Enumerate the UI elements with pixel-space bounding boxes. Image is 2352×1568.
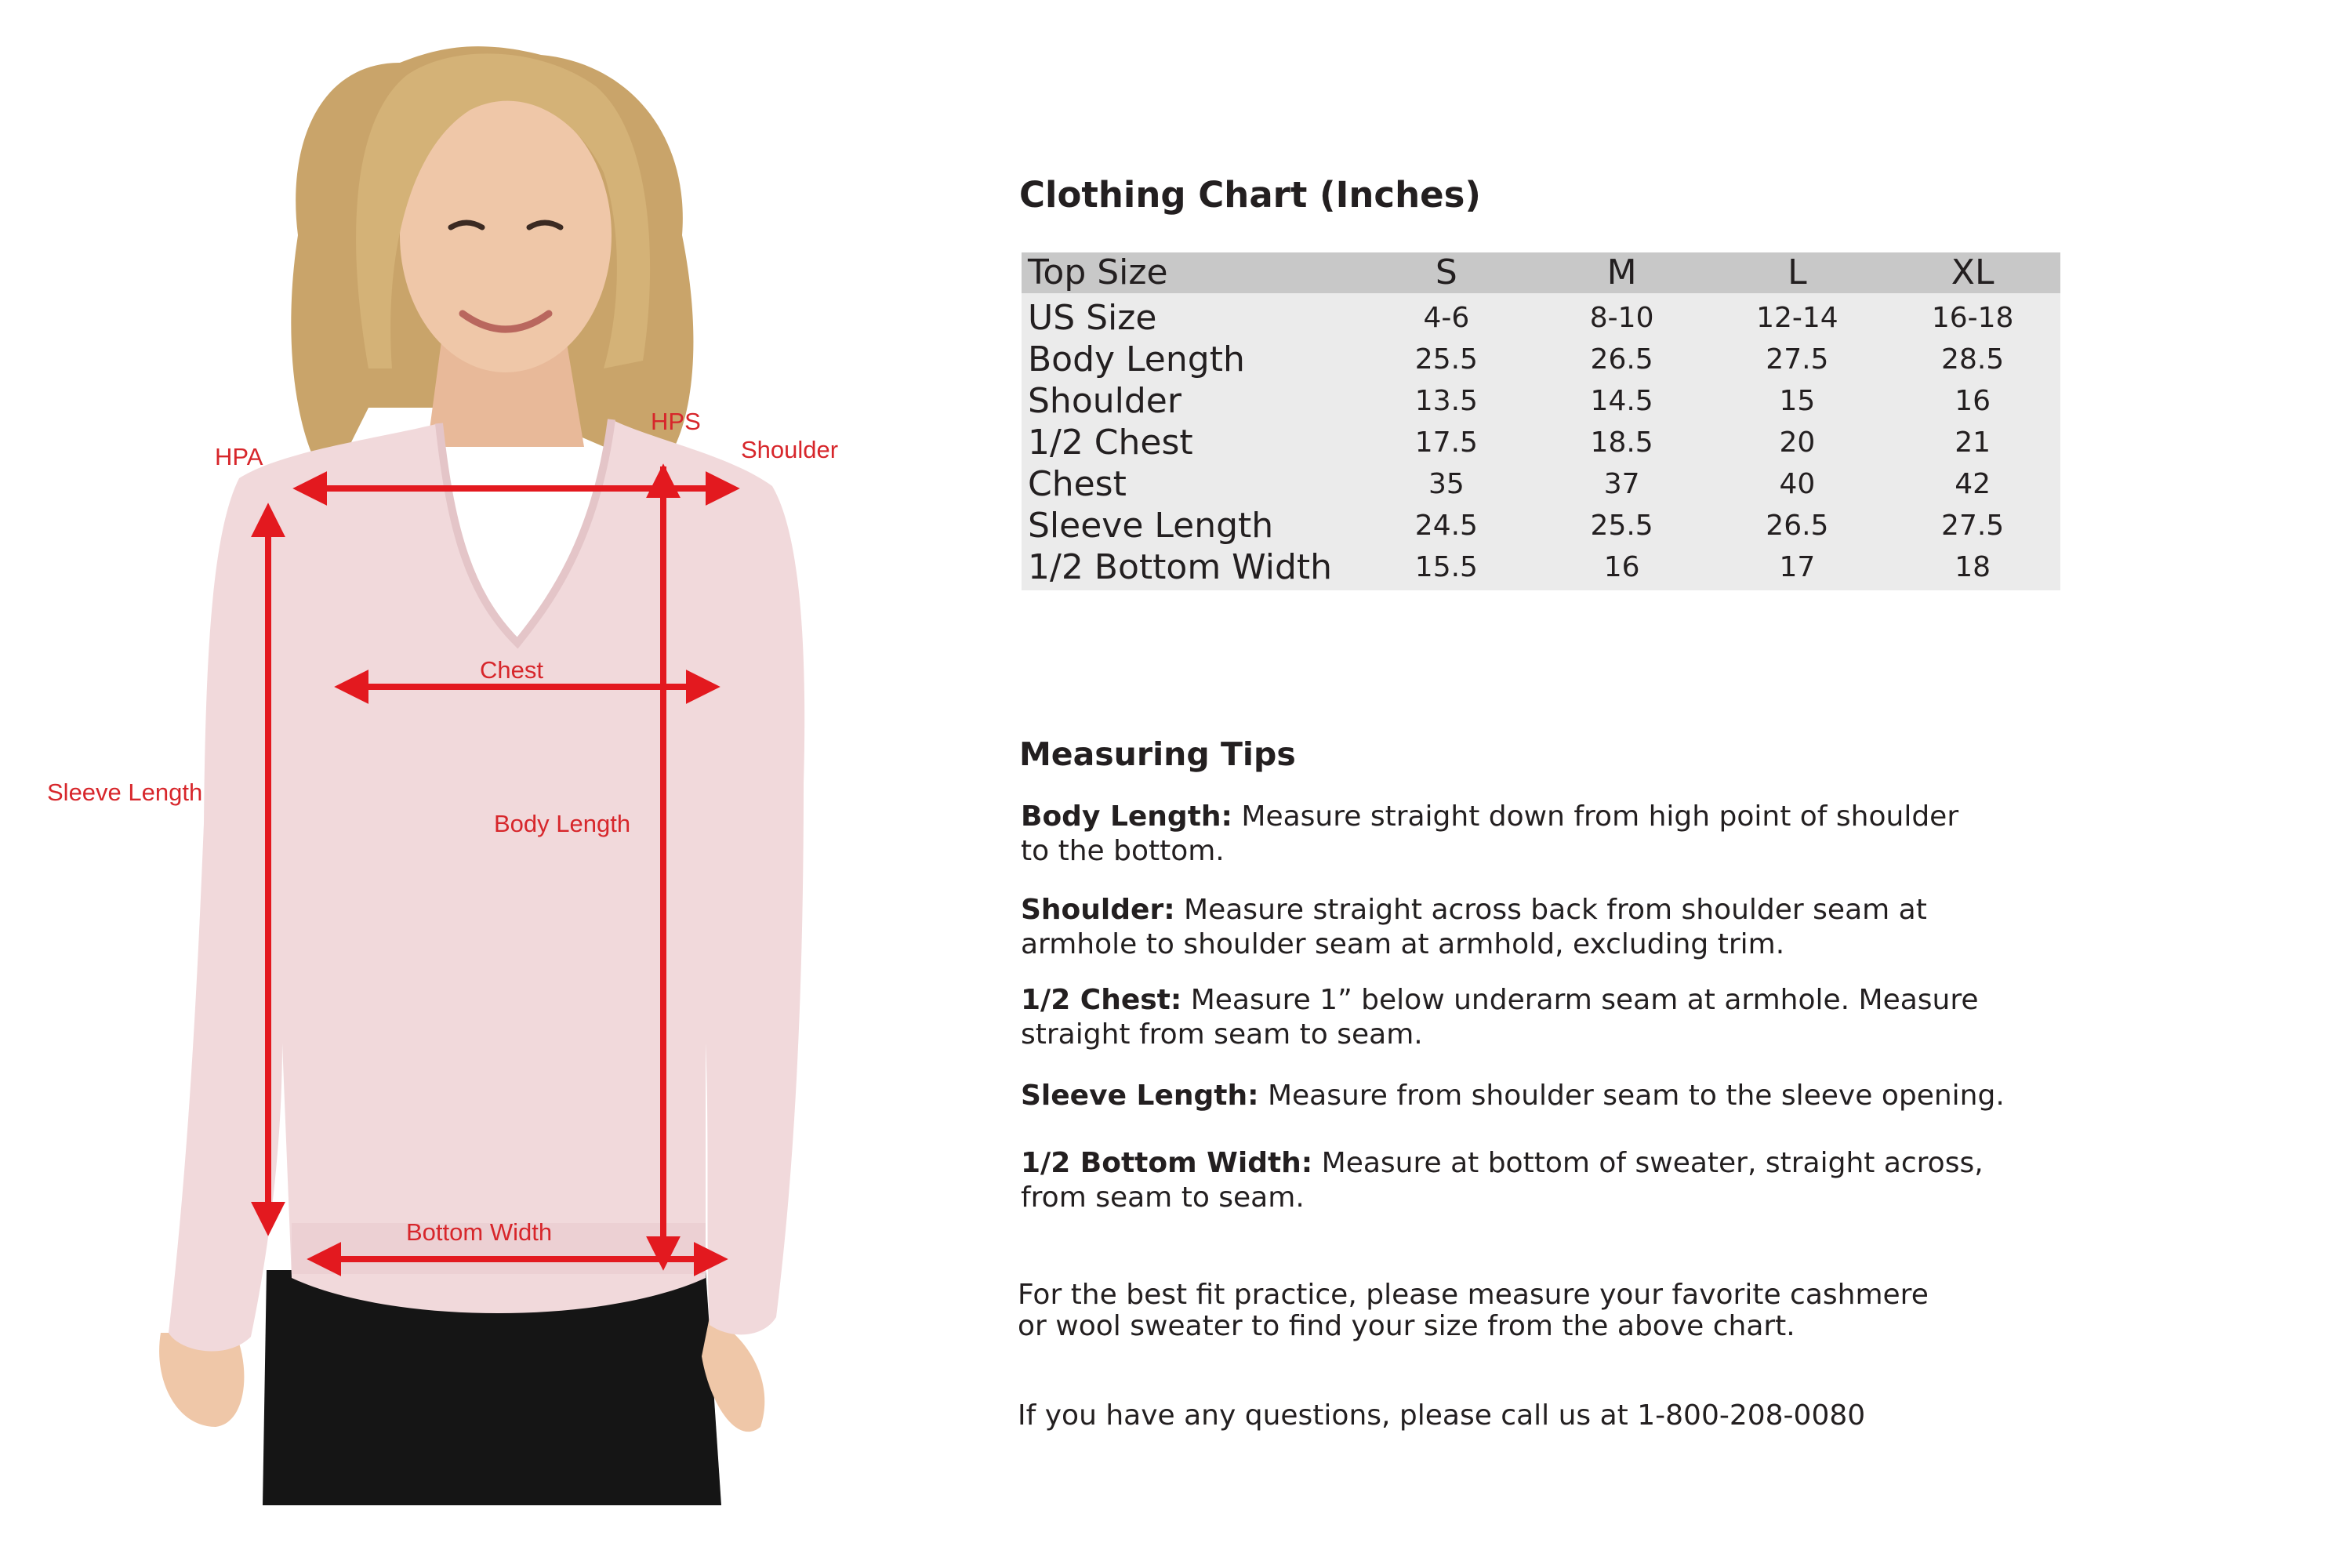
row-label: 1/2 Chest	[1028, 423, 1193, 463]
tip-text: Measure straight across back from shoulder seam at	[1174, 894, 1927, 926]
table-cell: 14.5	[1590, 385, 1653, 417]
table-row	[1022, 422, 2060, 463]
table-cell: 15.5	[1414, 551, 1478, 583]
tip-text-continued: from seam to seam.	[1021, 1181, 1305, 1214]
table-cell: 25.5	[1414, 343, 1478, 376]
table-cell: 13.5	[1414, 385, 1478, 417]
table-cell: 18.5	[1590, 426, 1653, 459]
table-header-row	[1022, 252, 2060, 293]
tip-body-length	[1021, 800, 2063, 869]
table-row	[1022, 339, 2060, 380]
table-row	[1022, 505, 2060, 546]
table-cell: 37	[1603, 468, 1640, 500]
measuring-tips-title: Measuring Tips	[1019, 735, 1296, 773]
table-cell: 35	[1428, 468, 1465, 500]
tip-half-chest	[1021, 983, 2063, 1052]
row-label: Shoulder	[1028, 381, 1181, 421]
table-cell: 26.5	[1766, 510, 1829, 542]
table-cell: 16-18	[1931, 302, 2014, 334]
table-cell: 12-14	[1756, 302, 1838, 334]
header-top-size: Top Size	[1028, 252, 1168, 292]
table-cell: 15	[1779, 385, 1816, 417]
tip-label: Body Length:	[1021, 800, 1232, 833]
sleeve-length-label: Sleeve Length	[47, 779, 203, 806]
row-label: US Size	[1028, 298, 1157, 338]
header-size-xl: XL	[1951, 252, 1994, 292]
table-cell: 16	[1955, 385, 1991, 417]
row-label: Body Length	[1028, 339, 1245, 379]
fit-note	[1018, 1279, 2084, 1342]
fit-note-line: For the best fit practice, please measure your favorite cashmere	[1018, 1279, 1929, 1311]
chest-label: Chest	[480, 656, 543, 684]
tip-label: 1/2 Bottom Width:	[1021, 1147, 1313, 1179]
model-illustration	[159, 46, 804, 1505]
row-label: 1/2 Bottom Width	[1028, 547, 1333, 587]
tip-text: Measure 1” below underarm seam at armhole. Measure	[1181, 984, 1979, 1016]
tip-label: 1/2 Chest:	[1021, 984, 1182, 1016]
sweater	[169, 419, 804, 1352]
row-label: Chest	[1028, 464, 1127, 504]
fit-note-line: or wool sweater to find your size from the above chart.	[1018, 1310, 1795, 1342]
table-cell: 8-10	[1589, 302, 1654, 334]
table-cell: 17.5	[1414, 426, 1478, 459]
row-label: Sleeve Length	[1028, 506, 1274, 546]
hps-label: HPS	[651, 408, 701, 435]
header-size-s: S	[1435, 252, 1457, 292]
tip-text-continued: to the bottom.	[1021, 835, 1225, 867]
table-cell: 27.5	[1766, 343, 1829, 376]
tip-text-continued: straight from seam to seam.	[1021, 1018, 1423, 1051]
table-cell: 21	[1955, 426, 1991, 459]
header-size-l: L	[1788, 252, 1807, 292]
table-row	[1022, 380, 2060, 422]
hpa-label: HPA	[215, 443, 263, 470]
tip-text: Measure from shoulder seam to the sleeve opening.	[1258, 1080, 2005, 1112]
table-row	[1022, 463, 2060, 505]
table-cell: 16	[1603, 551, 1640, 583]
tip-bottom-width	[1021, 1146, 2063, 1215]
size-chart-table	[1022, 252, 2060, 590]
tip-text: Measure at bottom of sweater, straight across,	[1312, 1147, 1984, 1179]
tip-shoulder	[1021, 893, 2063, 962]
body-length-label: Body Length	[494, 810, 631, 837]
tip-label: Sleeve Length:	[1021, 1080, 1259, 1112]
table-cell: 20	[1779, 426, 1816, 459]
table-cell: 27.5	[1941, 510, 2005, 542]
table-cell: 42	[1955, 468, 1991, 500]
table-cell: 26.5	[1590, 343, 1653, 376]
contact-note: If you have any questions, please call us at 1-800-208-0080	[1018, 1399, 1866, 1432]
table-cell: 24.5	[1414, 510, 1478, 542]
tip-label: Shoulder:	[1021, 894, 1175, 926]
table-row	[1022, 546, 2060, 590]
tip-sleeve-length	[1021, 1079, 2063, 1113]
model-figure	[0, 0, 941, 1568]
tip-text-continued: armhole to shoulder seam at armhold, excluding trim.	[1021, 928, 1785, 960]
table-cell: 18	[1955, 551, 1991, 583]
table-cell: 25.5	[1590, 510, 1653, 542]
table-cell: 28.5	[1941, 343, 2005, 376]
tip-text: Measure straight down from high point of shoulder	[1232, 800, 1959, 833]
table-cell: 17	[1779, 551, 1816, 583]
chart-title: Clothing Chart (Inches)	[1019, 174, 1481, 216]
table-cell: 4-6	[1423, 302, 1470, 334]
shoulder-label: Shoulder	[741, 436, 839, 463]
header-size-m: M	[1606, 252, 1637, 292]
table-row	[1022, 293, 2060, 339]
table-cell: 40	[1779, 468, 1816, 500]
bottom-width-label: Bottom Width	[406, 1218, 553, 1246]
